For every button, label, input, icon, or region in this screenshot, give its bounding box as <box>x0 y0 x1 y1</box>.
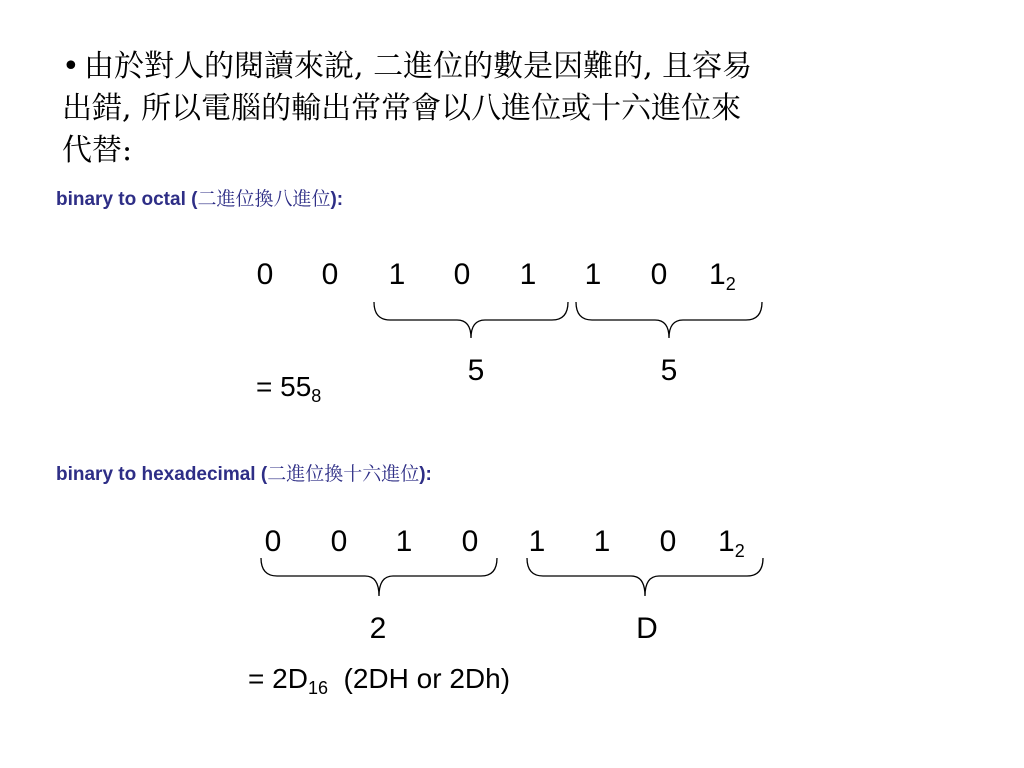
octal-heading <box>56 184 343 211</box>
octal-result-base: 8 <box>311 386 322 406</box>
hex-result-note: (2DH or 2Dh) <box>343 663 511 694</box>
octal-bits-base: 2 <box>725 274 736 294</box>
hex-bits-base: 2 <box>734 541 745 561</box>
octal-brace-right <box>575 300 763 344</box>
octal-heading-cjk: 二進位換八進位 <box>197 188 331 210</box>
octal-result <box>256 371 322 406</box>
hex-group-value: 2 <box>369 612 387 645</box>
octal-bit: 1 <box>584 258 602 291</box>
octal-bit: 1 <box>519 258 537 291</box>
hex-bit: 0 <box>461 525 479 558</box>
bullet-text-1: 由於對人的閱讀來說, 二進位的數是因難的, 且容易 <box>84 49 753 84</box>
hex-brace-left <box>260 556 498 602</box>
bullet-symbol: • <box>62 49 80 84</box>
hex-bit: 0 <box>264 525 282 558</box>
octal-bit: 0 <box>256 258 274 291</box>
octal-bit: 0 <box>321 258 339 291</box>
hex-heading <box>56 459 432 486</box>
hex-bit: 1 <box>395 525 413 558</box>
octal-group-value: 5 <box>660 354 678 387</box>
hex-brace-right <box>526 556 764 602</box>
hex-heading-en: binary to hexadecimal ( <box>56 464 268 485</box>
hex-result <box>248 663 511 698</box>
octal-brace-left <box>373 300 569 344</box>
bullet-paragraph <box>62 46 862 172</box>
octal-bit: 0 <box>650 258 668 291</box>
octal-heading-end: ): <box>330 189 344 210</box>
hex-bit-last: $1_2$ <box>718 525 745 561</box>
bullet-line-3: 代替: <box>62 133 133 168</box>
octal-result-value: = 55 <box>256 371 312 402</box>
hex-bit: 0 <box>330 525 348 558</box>
hex-bit: 1 <box>528 525 546 558</box>
hex-group-value: D <box>636 612 658 645</box>
hex-heading-end: ): <box>419 464 432 485</box>
bullet-line-2: 出錯, 所以電腦的輸出常常會以八進位或十六進位來 <box>62 91 742 126</box>
hex-bit: 0 <box>659 525 677 558</box>
bullet-line-1 <box>62 46 862 88</box>
octal-group-value: 5 <box>467 354 485 387</box>
hex-result-value: = 2D <box>248 663 308 694</box>
hex-result-base: 16 <box>307 678 328 698</box>
octal-bit: 0 <box>453 258 471 291</box>
octal-heading-en: binary to octal ( <box>56 189 198 210</box>
hex-bit: 1 <box>593 525 611 558</box>
hex-heading-cjk: 二進位換十六進位 <box>267 463 420 485</box>
octal-bit: 1 <box>388 258 406 291</box>
octal-bit-last: $1_2$ <box>709 258 736 294</box>
